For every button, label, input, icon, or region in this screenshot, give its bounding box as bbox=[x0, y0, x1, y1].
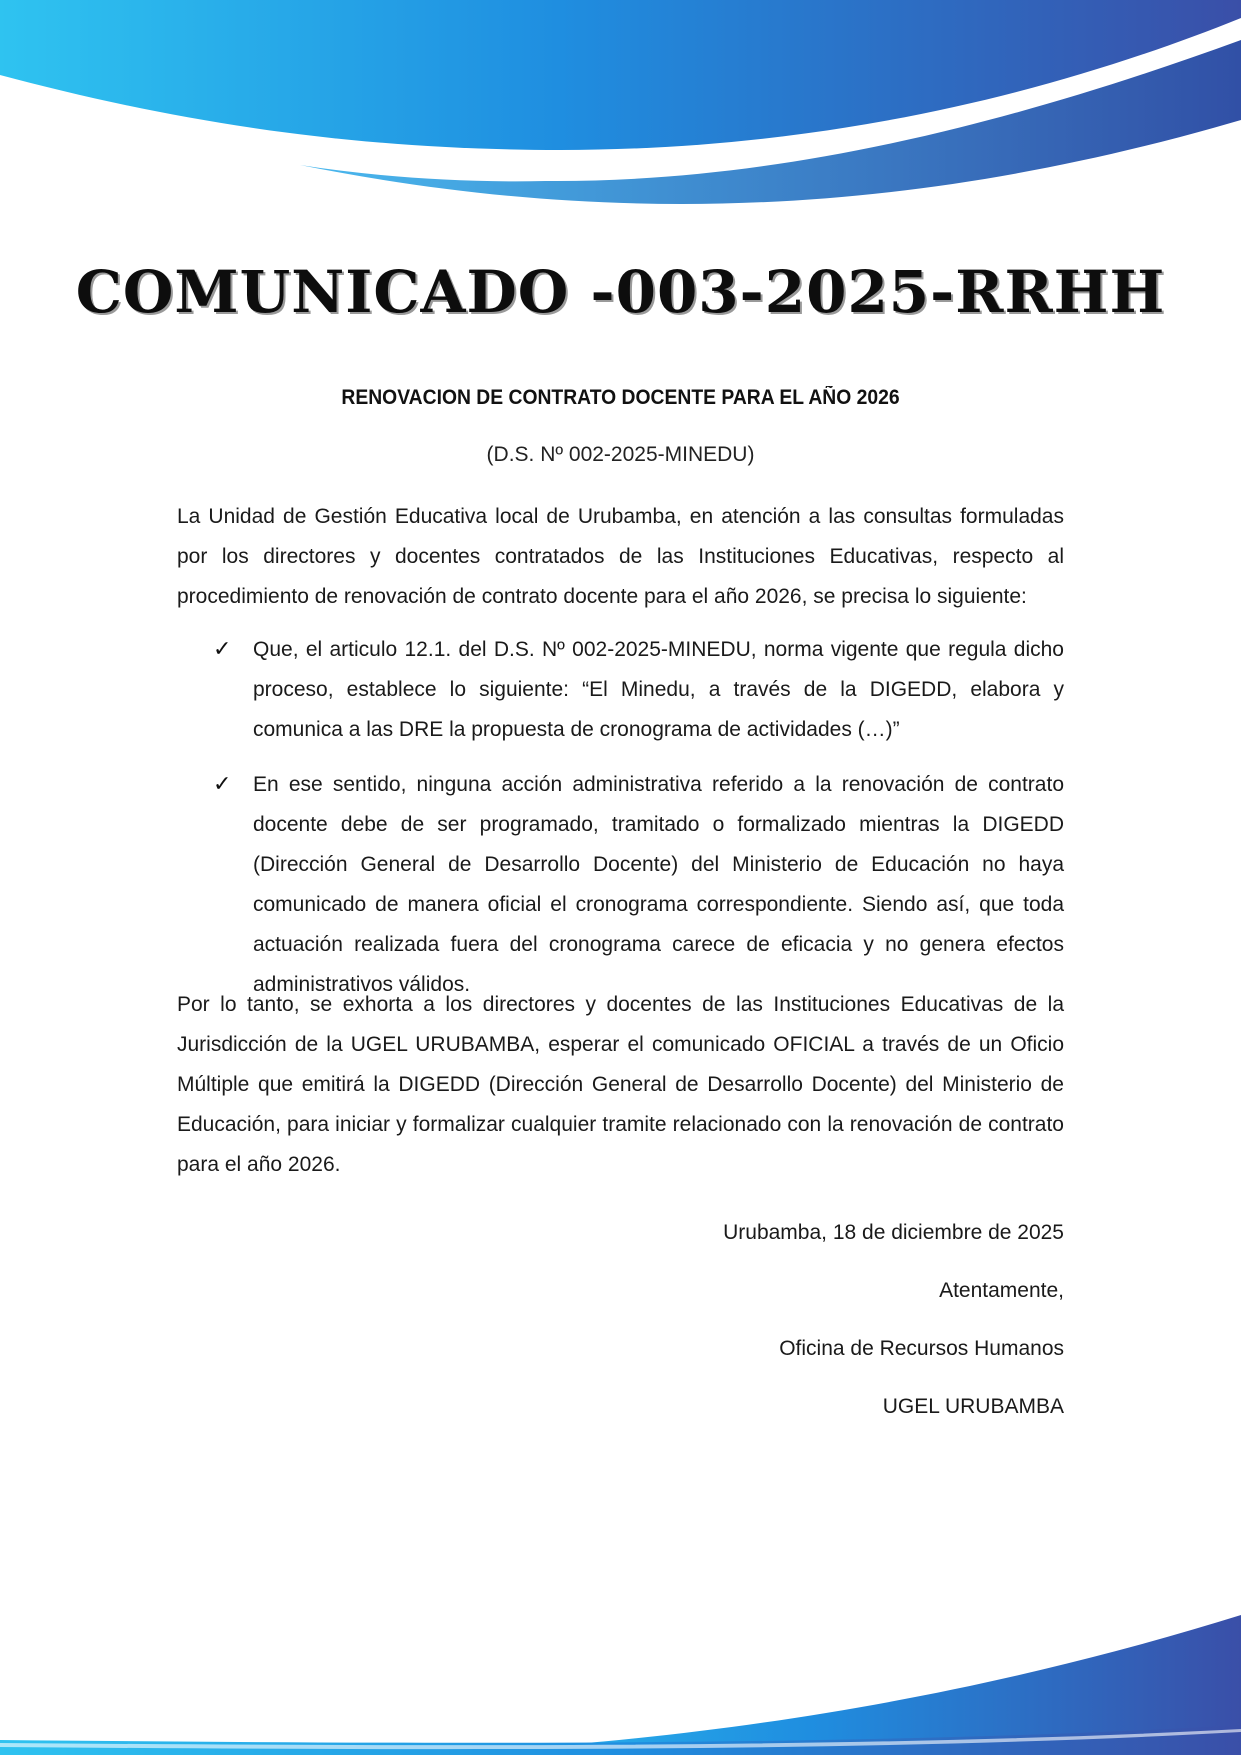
legal-reference: (D.S. Nº 002-2025-MINEDU) bbox=[486, 443, 755, 466]
signing-institution: UGEL URUBAMBA bbox=[882, 1395, 1064, 1418]
bullet-text: En ese sentido, ninguna acción administrativa referido a la renovación de contrato docente debe de ser programado, tramitado o formalizado mientras la DIGEDD (Dirección General de Desarrollo Docente) del Ministerio de Educación no haya comunicado de manera oficial el cronograma correspondiente. Siendo así, que toda actuación realizada fuera del cronograma carece de eficacia y no genera efectos administrativos válidos. bbox=[253, 773, 1064, 996]
check-mark-icon: ✓ bbox=[213, 637, 232, 662]
bullet-text: Que, el articulo 12.1. del D.S. Nº 002-2025-MINEDU, norma vigente que regula dicho proceso, establece lo siguiente: “El Minedu, a través de la DIGEDD, elabora y comunica a las DRE la propuesta de cronograma de actividades (…)” bbox=[253, 638, 1064, 741]
header-wave-decoration bbox=[0, 0, 1241, 240]
check-mark-icon: ✓ bbox=[213, 772, 232, 797]
communique-title: COMUNICADO -003-2025-RRHH bbox=[75, 258, 1166, 326]
signing-office: Oficina de Recursos Humanos bbox=[779, 1337, 1064, 1360]
place-date: Urubamba, 18 de diciembre de 2025 bbox=[723, 1221, 1064, 1244]
communique-subtitle: RENOVACION DE CONTRATO DOCENTE PARA EL AÑO 2026 bbox=[341, 386, 900, 409]
salutation: Atentamente, bbox=[939, 1279, 1064, 1302]
footer-wave-decoration bbox=[0, 1595, 1241, 1755]
intro-paragraph: La Unidad de Gestión Educativa local de Urubamba, en atención a las consultas formuladas por los directores y docentes contratados de las Instituciones Educativas, respecto al procedimiento de renovación de contrato docente para el año 2026, se precisa lo siguiente: bbox=[177, 505, 1064, 608]
conclusion-paragraph: Por lo tanto, se exhorta a los directores y docentes de las Instituciones Educativas de la Jurisdicción de la UGEL URUBAMBA, esperar el comunicado OFICIAL a través de un Oficio Múltiple que emitirá la DIGEDD (Dirección General de Desarrollo Docente) del Ministerio de Educación, para iniciar y formalizar cualquier tramite relacionado con la renovación de contrato para el año 2026. bbox=[177, 993, 1064, 1176]
